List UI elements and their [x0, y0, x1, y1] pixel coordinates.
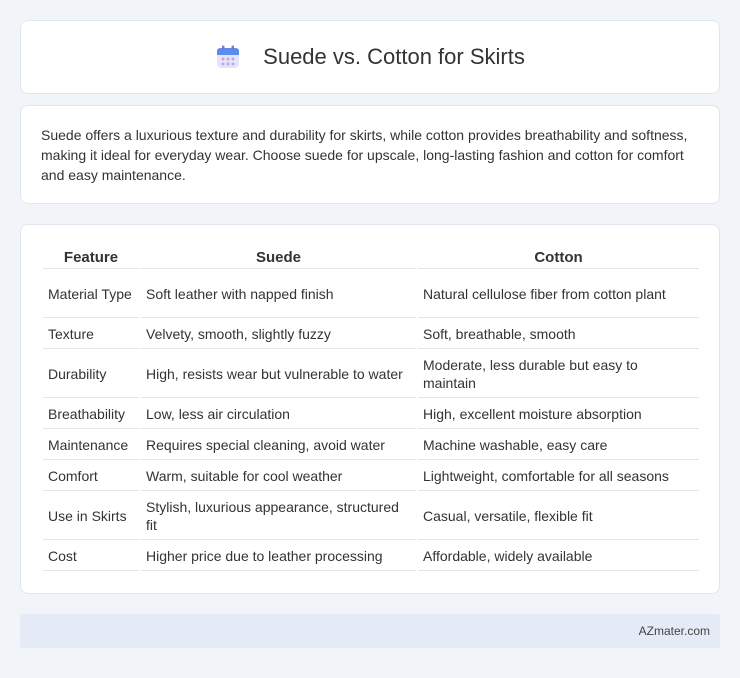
table-row: [43, 320, 699, 349]
suede-cell: Requires special cleaning, avoid water: [141, 431, 416, 460]
comparison-table: [41, 245, 701, 573]
feature-cell: Breathability: [43, 400, 139, 429]
comparison-table-card: [20, 224, 720, 594]
suede-cell: Low, less air circulation: [141, 400, 416, 429]
suede-cell: Velvety, smooth, slightly fuzzy: [141, 320, 416, 349]
page-title: Suede vs. Cotton for Skirts: [263, 44, 525, 69]
suede-cell: Soft leather with napped finish: [141, 271, 416, 318]
table-row: [43, 431, 699, 460]
summary-text: Suede offers a luxurious texture and durability for skirts, while cotton provides breathability and softness, making it ideal for everyday wear. Choose suede for upscale, long-lasting fashion and cotton for comfort and easy maintenance.: [41, 127, 688, 183]
calendar-icon: [215, 44, 241, 70]
table-header-row: [43, 247, 699, 269]
suede-cell: High, resists wear but vulnerable to water: [141, 351, 416, 398]
footer-brand[interactable]: AZmater.com: [638, 624, 710, 638]
summary-card: [20, 105, 720, 204]
column-header-cotton: Cotton: [418, 247, 699, 269]
cotton-cell: Lightweight, comfortable for all seasons: [418, 462, 699, 491]
suede-cell: Warm, suitable for cool weather: [141, 462, 416, 491]
feature-cell: Use in Skirts: [43, 493, 139, 540]
cotton-cell: Casual, versatile, flexible fit: [418, 493, 699, 540]
cotton-cell: Natural cellulose fiber from cotton plant: [418, 271, 699, 318]
feature-cell: Material Type: [43, 271, 139, 318]
feature-cell: Comfort: [43, 462, 139, 491]
title-card: [20, 20, 720, 94]
table-row: [43, 493, 699, 540]
table-row: [43, 462, 699, 491]
footer: [20, 614, 720, 648]
cotton-cell: Soft, breathable, smooth: [418, 320, 699, 349]
cotton-cell: High, excellent moisture absorption: [418, 400, 699, 429]
suede-cell: Stylish, luxurious appearance, structured fit: [141, 493, 416, 540]
feature-cell: Maintenance: [43, 431, 139, 460]
cotton-cell: Machine washable, easy care: [418, 431, 699, 460]
feature-cell: Durability: [43, 351, 139, 398]
table-row: [43, 271, 699, 318]
column-header-suede: Suede: [141, 247, 416, 269]
feature-cell: Texture: [43, 320, 139, 349]
cotton-cell: Moderate, less durable but easy to maintain: [418, 351, 699, 398]
table-row: [43, 400, 699, 429]
suede-cell: Higher price due to leather processing: [141, 542, 416, 571]
table-row: [43, 542, 699, 571]
cotton-cell: Affordable, widely available: [418, 542, 699, 571]
table-row: [43, 351, 699, 398]
column-header-feature: Feature: [43, 247, 139, 269]
feature-cell: Cost: [43, 542, 139, 571]
title-wrap: [215, 44, 525, 70]
